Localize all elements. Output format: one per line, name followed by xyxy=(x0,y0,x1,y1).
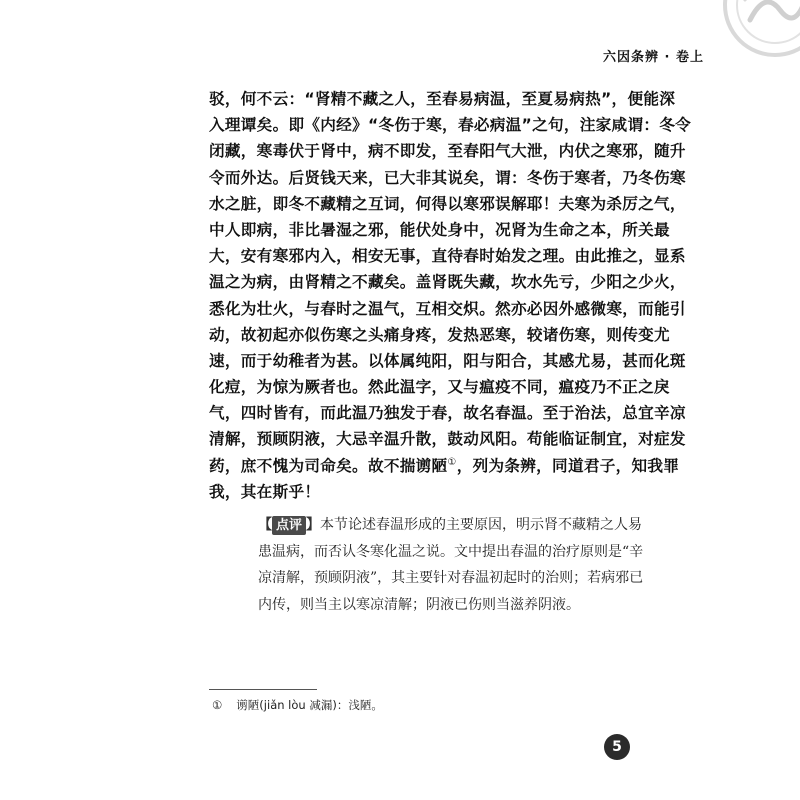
text-segment: ，列为条辨，同道君子，知我罪 xyxy=(456,456,680,475)
text-line: 闭藏，寒毒伏于肾中，病不即发，至春阳气大泄，内伏之寒邪，随升 xyxy=(209,142,686,161)
text-line: 我，其在斯乎！ xyxy=(209,482,321,501)
text-line: 水之脏，即冬不藏精之互词，何得以寒邪误解耶！夫寒为杀厉之气， xyxy=(209,194,686,213)
text-line: 动，故初起亦似伤寒之头痛身疼，发热恶寒，较诸伤寒，则传变尤 xyxy=(209,325,670,344)
footnote-divider xyxy=(209,689,317,690)
badge-open-bracket: 【 xyxy=(258,517,272,533)
text-line: 中人即病，非比暑湿之邪，能伏处身中，况肾为生命之本，所关最 xyxy=(209,220,670,239)
text-line: 化痘，为惊为厥者也。然此温字，又与瘟疫不同，瘟疫乃不正之戾 xyxy=(209,378,670,397)
commentary-text: 本节论述春温形成的主要原因，明示肾不藏精之人易 xyxy=(320,517,643,533)
text-line: 温之为病，由肾精之不藏矣。盖肾既失藏，坎水先亏，少阳之少火， xyxy=(209,273,686,292)
text-line: 大，安有寒邪内入，相安无事，直待春时始发之理。由此推之，显系 xyxy=(209,247,686,266)
footnote xyxy=(212,697,383,713)
text-line: 令而外达。后贤钱天来，已大非其说矣，谓：冬伤于寒者，乃冬伤寒 xyxy=(209,168,686,187)
commentary-line: 患温病，而否认冬寒化温之说。文中提出春温的治疗原则是“辛 xyxy=(258,543,644,560)
running-head: 六因条辨 · 卷上 xyxy=(603,50,704,65)
text-line: 驳，何不云：“肾精不藏之人，至春易病温，至夏易病热”，便能深 xyxy=(209,90,676,108)
commentary-line: 凉清解，预顾阴液”，其主要针对春温初起时的治则；若病邪已 xyxy=(258,570,644,587)
badge-close-bracket: 】 xyxy=(306,517,321,533)
text-line: 悉化为壮火，与春时之温气，互相交炽。然亦必因外感微寒，而能引 xyxy=(209,299,686,318)
text-line: 速，而于幼稚者为甚。以体属纯阳，阳与阳合，其感尤易，甚而化斑 xyxy=(209,351,686,370)
commentary-line: 内传，则当主以寒凉清解；阴液已伤则当滋养阴液。 xyxy=(258,596,580,613)
text-segment: 药，庶不愧为司命矣。故不揣谫陋 xyxy=(209,456,448,475)
page-number-badge: 5 xyxy=(604,734,630,760)
commentary-block xyxy=(258,512,644,618)
footnote-mark: ① xyxy=(212,698,223,712)
footnote-reference[interactable]: ① xyxy=(447,456,457,468)
dragon-medallion-icon xyxy=(720,0,800,60)
commentary-line xyxy=(258,512,643,539)
text-line: 气，四时皆有，而此温乃独发于春，故名春温。至于治法，总宜辛凉 xyxy=(209,404,686,423)
text-line: 入理谭矣。即《内经》“冬伤于寒，春必病温”之句，注家咸谓：冬令 xyxy=(209,116,692,135)
main-text-block xyxy=(209,86,692,505)
text-line: 清解，预顾阴液，大忌辛温升散，鼓动风阳。苟能临证制宜，对症发 xyxy=(209,430,686,449)
commentary-badge: 点评 xyxy=(272,516,306,535)
footnote-text: 谫陋(jiǎn lòu 减漏)：浅陋。 xyxy=(236,698,383,712)
text-line xyxy=(209,453,680,479)
